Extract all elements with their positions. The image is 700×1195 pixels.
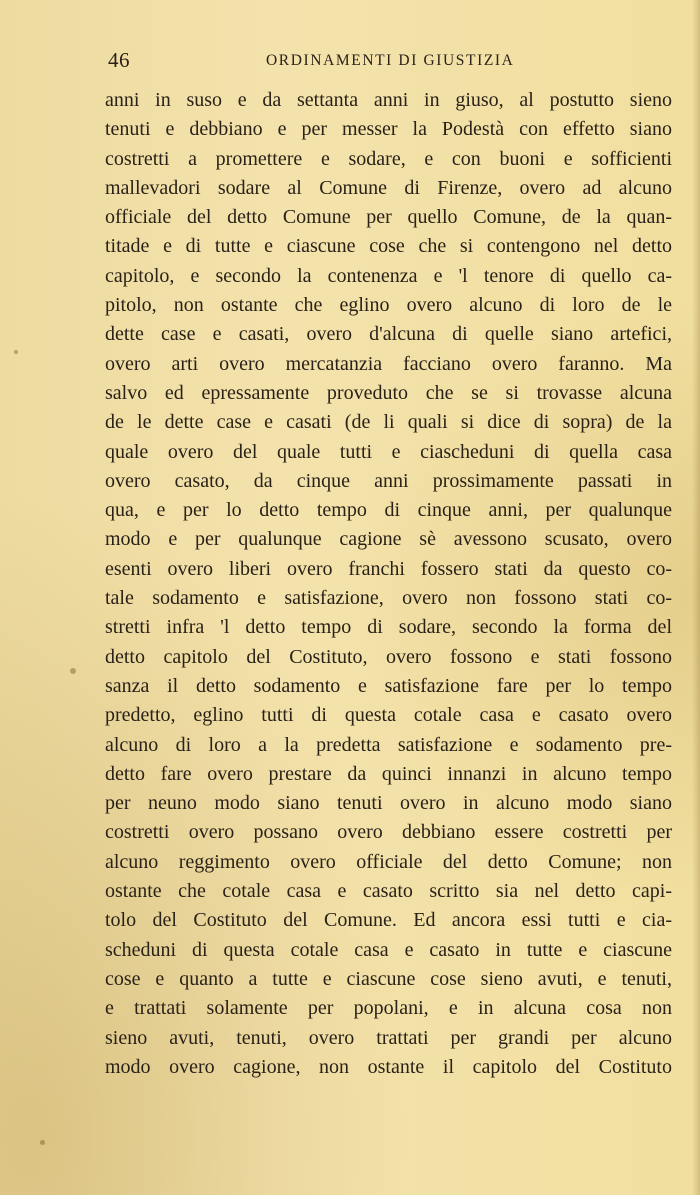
- text-line: modo overo cagione, non ostante il capitolo del Costituto: [105, 1055, 672, 1078]
- text-line: alcuno di loro a la predetta satisfazione e sodamento pre-: [105, 733, 672, 756]
- text-line: mallevadori sodare al Comune di Firenze, overo ad alcuno: [105, 176, 672, 199]
- text-line: de le dette case e casati (de li quali si dice di sopra) de la: [105, 411, 672, 434]
- text-line: tale sodamento e satisfazione, overo non fossono stati co-: [105, 587, 672, 610]
- text-line: detto capitolo del Costituto, overo fossono e stati fossono: [105, 645, 672, 668]
- text-line: overo arti overo mercatanzia facciano overo faranno. Ma: [105, 352, 672, 375]
- text-line: stretti infra 'l detto tempo di sodare, secondo la forma del: [105, 616, 672, 639]
- text-line: overo casato, da cinque anni prossimamente passati in: [105, 469, 672, 492]
- text-line: costretti overo possano overo debbiano essere costretti per: [105, 821, 672, 844]
- paper-stain: [70, 668, 76, 674]
- text-line: tenuti e debbiano e per messer la Podestà con effetto siano: [105, 118, 672, 141]
- paper-stain: [14, 350, 18, 354]
- text-line: anni in suso e da settanta anni in giuso, al postutto sieno: [105, 89, 672, 111]
- text-line: titade e di tutte e ciascune cose che si contengono nel detto: [105, 235, 672, 258]
- text-line: capitolo, e secondo la contenenza e 'l tenore di quello ca-: [105, 264, 672, 287]
- text-line: tolo del Costituto del Comune. Ed ancora essi tutti e cia-: [105, 909, 672, 932]
- text-line: salvo ed epressamente proveduto che se si trovasse alcuna: [105, 381, 672, 404]
- text-line: e trattati solamente per popolani, e in alcuna cosa non: [105, 997, 672, 1020]
- paper-stain: [40, 1140, 45, 1145]
- text-line: officiale del detto Comune per quello Comune, de la quan-: [105, 206, 672, 229]
- text-line: scheduni di questa cotale casa e casato in tutte e ciascune: [105, 938, 672, 961]
- page-number: 46: [108, 48, 130, 72]
- text-line: detto fare overo prestare da quinci innanzi in alcuno tempo: [105, 762, 672, 785]
- text-line: sanza il detto sodamento e satisfazione fare per lo tempo: [105, 674, 672, 697]
- text-line: predetto, eglino tutti di questa cotale casa e casato overo: [105, 704, 672, 727]
- running-head: ORDINAMENTI DI GIUSTIZIA: [266, 52, 515, 69]
- text-line: costretti a promettere e sodare, e con buoni e sofficienti: [105, 147, 672, 170]
- text-line: pitolo, non ostante che eglino overo alcuno di loro de le: [105, 294, 672, 317]
- text-line: modo e per qualunque cagione sè avessono scusato, overo: [105, 528, 672, 551]
- text-line: dette case e casati, overo d'alcuna di quelle siano artefici,: [105, 323, 672, 346]
- text-line: ostante che cotale casa e casato scritto sia nel detto capi-: [105, 880, 672, 903]
- text-line: alcuno reggimento overo officiale del detto Comune; non: [105, 850, 672, 873]
- body-text: [105, 86, 672, 1082]
- text-line: per neuno modo siano tenuti overo in alcuno modo siano: [105, 792, 672, 815]
- text-line: quale overo del quale tutti e ciascheduni di quella casa: [105, 440, 672, 463]
- text-line: qua, e per lo detto tempo di cinque anni, per qualunque: [105, 499, 672, 522]
- text-line: cose e quanto a tutte e ciascune cose sieno avuti, e tenuti,: [105, 967, 672, 990]
- page-edge-shadow: [692, 0, 700, 1195]
- text-line: sieno avuti, tenuti, overo trattati per grandi per alcuno: [105, 1026, 672, 1049]
- page-header: [108, 48, 668, 74]
- text-line: esenti overo liberi overo franchi fossero stati da questo co-: [105, 557, 672, 580]
